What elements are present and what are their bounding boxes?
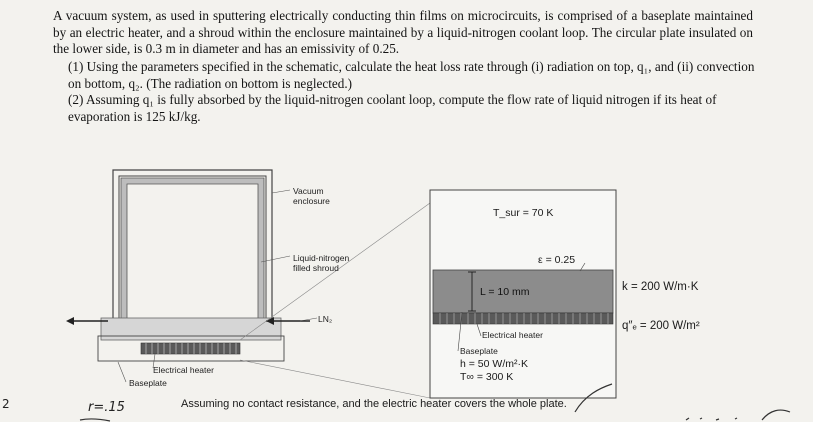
ln-shroud-label: Liquid-nitrogen filled shroud [293, 253, 350, 273]
baseplate-label-right: Baseplate [460, 346, 498, 356]
problem-part-1: (1) Using the parameters specified in the schematic, calculate the heat loss rate through (i) radiation on top, q₁, and (ii) convection on bottom, q₂. (The radiation on bottom is neglected.) [68, 59, 755, 91]
ln2-label: LN₂ [318, 314, 333, 324]
conductivity-label: k = 200 W/m·K [622, 281, 699, 293]
electrical-heater-label-right: Electrical heater [482, 330, 543, 340]
electrical-heater-label-left: Electrical heater [153, 365, 214, 375]
vacuum-enclosure-drawing [66, 170, 430, 398]
assumption-caption: Assuming no contact resistance, and the electric heater covers the whole plate. [181, 398, 567, 410]
h-value-label: h = 50 W/m²·K [460, 358, 528, 370]
thickness-label: L = 10 mm [480, 286, 530, 298]
t-sur-label: T_sur = 70 K [493, 207, 554, 219]
problem-intro: A vacuum system, as used in sputtering electrically conducting thin films on microcircuits, is comprised of a baseplate maintained by an electric heater, and a shroud within the enclosure maintained by a liquid-nitrogen coolant loop. The circular plate insulated on the lower side, is 0.3 m in diameter and has an emissivity of 0.25. [53, 8, 753, 56]
heat-flux-label: q″ₑ = 200 W/m² [622, 320, 700, 332]
baseplate-label-left: Baseplate [129, 378, 167, 388]
vacuum-enclosure-label: Vacuum enclosure [293, 186, 330, 206]
t-inf-label: T∞ = 300 K [460, 371, 514, 383]
emissivity-label: ε = 0.25 [538, 254, 576, 266]
handwritten-radius-note: r=.15 [88, 400, 125, 415]
handwritten-margin-number: 2 [2, 397, 10, 411]
problem-part-2: (2) Assuming q₁ is fully absorbed by the liquid-nitrogen coolant loop, compute the flow rate of liquid nitrogen if its heat of evaporation is 125 kJ/kg. [68, 92, 717, 124]
